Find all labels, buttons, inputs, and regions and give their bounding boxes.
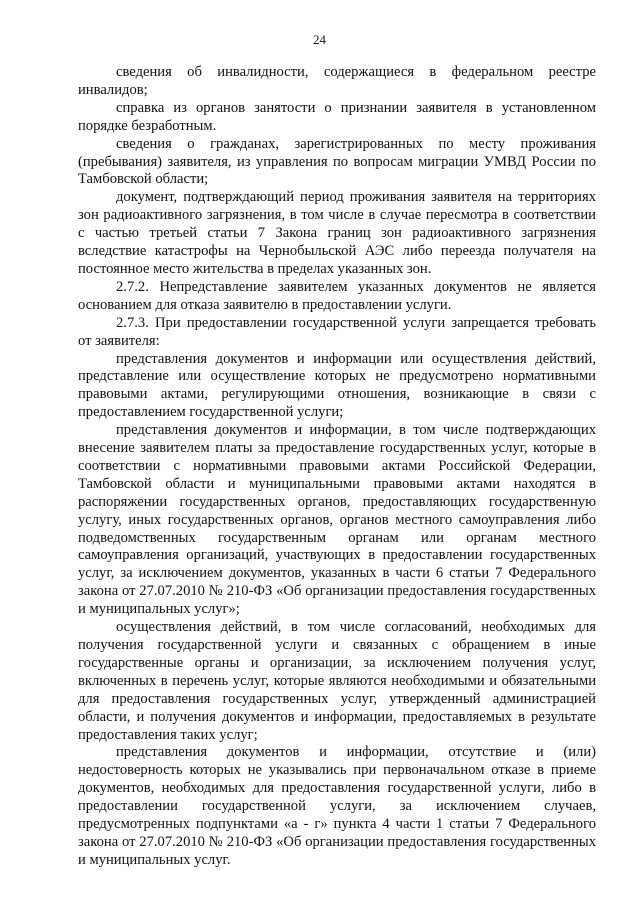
paragraph-disability-info: сведения об инвалидности, содержащиеся в федеральном реестре инвалидов; xyxy=(78,64,596,98)
paragraph-2-7-2: 2.7.2. Непредставление заявителем указанных документов не является основанием для отказа заявителю в предоставлении услуги. xyxy=(78,278,596,313)
document-body xyxy=(78,64,596,870)
paragraph-unemployment-certificate: справка из органов занятости о признании заявителя в установленном порядке безработным. xyxy=(78,99,596,134)
page-number: 24 xyxy=(313,32,326,47)
paragraph-documents-actions: представления документов и информации или осуществления действий, представление или осуществление которых не предусмотрено нормативными правовыми актами, регулирующими отношения, возникающие в связи с предоставлением государственной услуги; xyxy=(78,350,596,421)
paragraph-registered-citizens: сведения о гражданах, зарегистрированных по месту проживания (пребывания) заявителя, из управления по вопросам миграции УМВД России по Тамбовской области; xyxy=(78,135,596,188)
paragraph-initial-refusal: представления документов и информации, отсутствие и (или) недостоверность которых не указывались при первоначальном отказе в приеме документов, необходимых для предоставления государственной услуги, либо в предоставлении государственной услуги, за исключением случаев, предусмотренных подпунктами «а - г» пункта 4 части 1 статьи 7 Федерального закона от 27.07.2010 № 210-ФЗ «Об организации предоставления государственных и муниципальных услуг. xyxy=(78,744,596,868)
paragraph-2-7-3: 2.7.3. При предоставлении государственной услуги запрещается требовать от заявителя: xyxy=(78,314,596,349)
paragraph-approvals: осуществления действий, в том числе согласований, необходимых для получения государственной услуги и связанных с обращением в иные государственные органы и организации, за исключением получения услуг, включенных в перечень услуг, которые являются необходимыми и обязательными для предоставления государственных услуг, утвержденный администрацией области, и получения документов и информации, предоставляемых в результате предоставления таких услуг; xyxy=(78,619,596,743)
paragraph-documents-payment: представления документов и информации, в том числе подтверждающих внесение заявителем платы за предоставление государственных услуг, которые в соответствии с нормативными правовыми актами Российской Федерации, Тамбовской области и муниципальными правовыми актами находятся в распоряжении государственных органов, предоставляющих государственную услугу, иных государственных органов, органов местного самоуправления либо подведомственных государственным органам или органам местного самоуправления организаций, участвующих в предоставлении государственных услуг, за исключением документов, указанных в части 6 статьи 7 Федерального закона от 27.07.2010 № 210-ФЗ «Об организации предоставления государственных и муниципальных услуг»; xyxy=(78,422,596,618)
paragraph-residence-period: документ, подтверждающий период проживания заявителя на территориях зон радиоактивного загрязнения, в том числе в случае пересмотра в соответствии с частью третьей статьи 7 Закона границ зон радиоактивного загрязнения вследствие катастрофы на Чернобыльской АЭС либо переезда получателя на постоянное место жительства в пределах указанных зон. xyxy=(78,189,596,277)
